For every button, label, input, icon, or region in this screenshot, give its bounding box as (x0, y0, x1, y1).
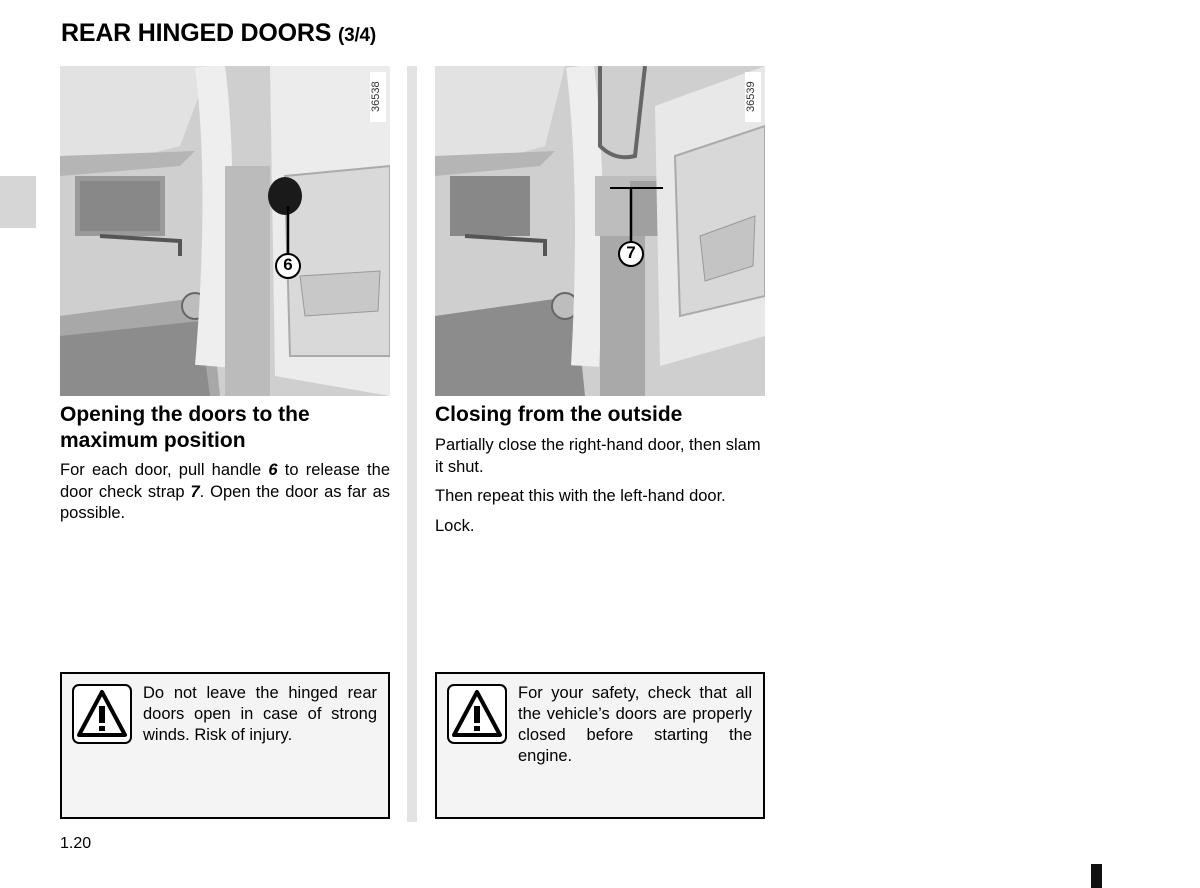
instruction-text: to release the door check strap (60, 461, 390, 501)
handle-reference: 6 (268, 461, 278, 479)
instruction-text: For each door, pull handle (60, 461, 269, 479)
warning-box-safety (435, 672, 765, 819)
column-divider (407, 66, 417, 822)
opening-instructions (60, 460, 390, 525)
section-tab-marker (0, 176, 36, 228)
figure-reference-number: 36539 (745, 72, 761, 122)
closing-step-1: Partially close the right-hand door, then slam it shut. (435, 436, 761, 476)
door-handle-illustration (60, 66, 390, 396)
strap-reference: 7 (190, 482, 200, 501)
instruction-text: . Open the door as far as possible. (60, 482, 390, 522)
heading-line-2: maximum position (60, 429, 246, 452)
door-check-strap-illustration (435, 66, 765, 396)
figure-door-handle (60, 66, 390, 396)
section-heading-closing: Closing from the outside (435, 403, 683, 426)
warning-triangle-icon (72, 684, 132, 744)
warning-box-winds (60, 672, 390, 819)
page-title (61, 19, 376, 48)
callout-label-6: 6 (283, 255, 293, 274)
page-title-text: REAR HINGED DOORS (61, 19, 332, 47)
figure-door-check-strap (435, 66, 765, 396)
closing-step-3: Lock. (435, 517, 475, 535)
page-corner-mark (1091, 864, 1102, 888)
warning-triangle-icon (447, 684, 507, 744)
warning-text: For your safety, check that all the vehicle’s doors are properly closed before starting the engine. (518, 684, 752, 765)
closing-step-2: Then repeat this with the left-hand door. (435, 487, 726, 505)
page-number: 1.20 (60, 835, 92, 852)
figure-reference-number: 36538 (370, 72, 386, 122)
section-heading-opening (60, 402, 310, 454)
heading-line-1: Opening the doors to the (60, 403, 310, 426)
callout-label-7: 7 (626, 243, 636, 262)
warning-text: Do not leave the hinged rear doors open in case of strong winds. Risk of injury. (143, 684, 377, 744)
page-part-indicator: (3/4) (337, 25, 377, 46)
